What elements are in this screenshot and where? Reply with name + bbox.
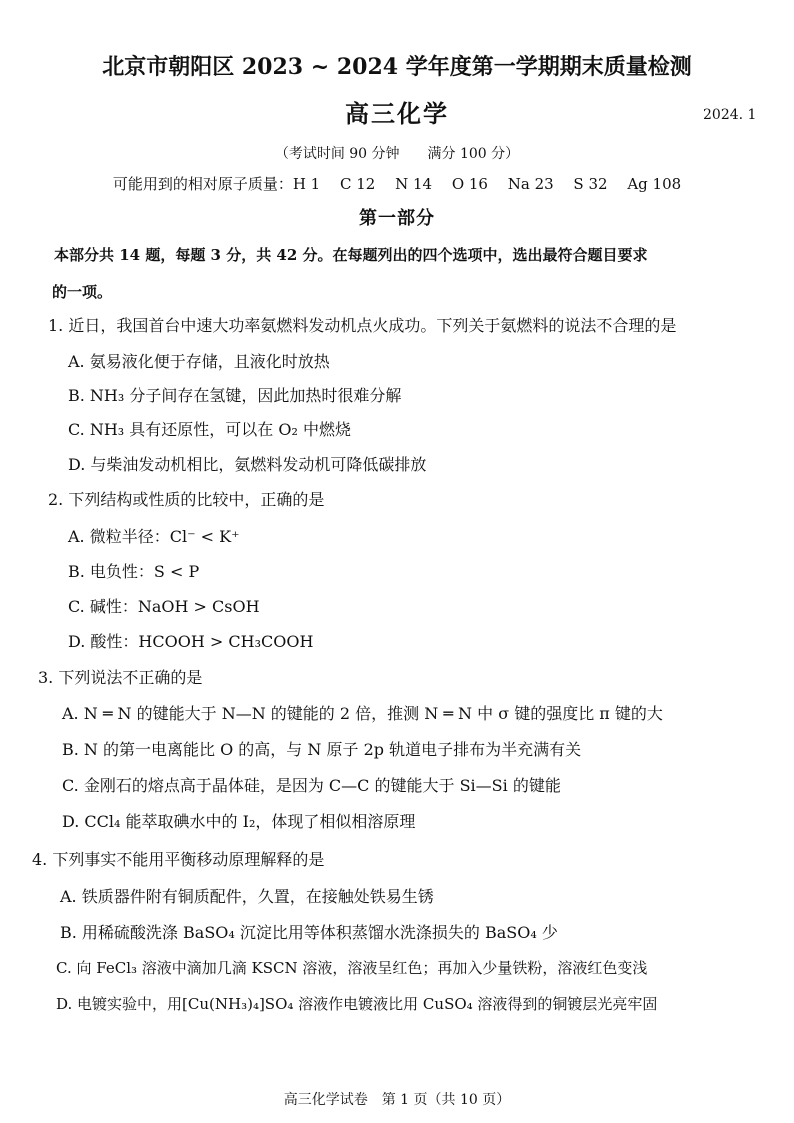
question-4-option-d: D. 电镀实验中，用[Cu(NH₃)₄]SO₄ 溶液作电镀液比用 CuSO₄ 溶液得到的铜镀层光亮牢固 [56, 995, 658, 1013]
question-1-stem: 1. 近日，我国首台中速大功率氨燃料发动机点火成功。下列关于氨燃料的说法不合理的是 [48, 316, 677, 335]
subject-title: 高三化学 [345, 99, 449, 128]
section-instructions-cont: 的一项。 [52, 283, 113, 301]
question-1-option-c: C. NH₃ 具有还原性，可以在 O₂ 中燃烧 [68, 420, 352, 439]
question-4-option-a: A. 铁质器件附有铜质配件，久置，在接触处铁易生锈 [60, 887, 434, 906]
question-3-option-a: A. N ═ N 的键能大于 N—N 的键能的 2 倍，推测 N ═ N 中 σ 键的强度比 π 键的大 [62, 704, 663, 723]
question-1-option-d: D. 与柴油发动机相比，氨燃料发动机可降低碳排放 [68, 455, 427, 474]
question-2-option-b: B. 电负性：S < P [68, 562, 200, 581]
question-4-stem: 4. 下列事实不能用平衡移动原理解释的是 [32, 850, 325, 869]
question-3-option-d: D. CCl₄ 能萃取碘水中的 I₂，体现了相似相溶原理 [62, 812, 416, 831]
exam-duration: （考试时间 90 分钟 满分 100 分） [274, 146, 520, 162]
question-2-option-d: D. 酸性：HCOOH > CH₃COOH [68, 632, 314, 651]
question-3-stem: 3. 下列说法不正确的是 [38, 668, 203, 687]
question-3-option-c: C. 金刚石的熔点高于晶体硅，是因为 C—C 的键能大于 Si—Si 的键能 [62, 776, 561, 795]
atomic-masses: 可能用到的相对原子质量：H 1 C 12 N 14 O 16 Na 23 S 32 Ag 108 [112, 175, 682, 193]
question-4-option-b: B. 用稀硫酸洗涤 BaSO₄ 沉淀比用等体积蒸馏水洗涤损失的 BaSO₄ 少 [60, 923, 558, 942]
question-3-option-b: B. N 的第一电离能比 O 的高，与 N 原子 2p 轨道电子排布为半充满有关 [62, 740, 582, 759]
exam-date: 2024. 1 [703, 107, 757, 123]
question-1-option-b: B. NH₃ 分子间存在氢键，因此加热时很难分解 [68, 386, 402, 405]
question-1-option-a: A. 氨易液化便于存储，且液化时放热 [68, 352, 330, 371]
section-title: 第一部分 [359, 208, 435, 229]
page-footer: 高三化学试卷 第 1 页（共 10 页） [283, 1092, 511, 1108]
exam-title: 北京市朝阳区 2023 ~ 2024 学年度第一学期期末质量检测 [102, 54, 692, 80]
question-2-option-c: C. 碱性：NaOH > CsOH [68, 597, 260, 616]
section-instructions: 本部分共 14 题，每题 3 分，共 42 分。在每题列出的四个选项中，选出最符合题目要求 [54, 246, 648, 264]
question-2-stem: 2. 下列结构或性质的比较中，正确的是 [48, 490, 325, 509]
question-4-option-c: C. 向 FeCl₃ 溶液中滴加几滴 KSCN 溶液，溶液呈红色；再加入少量铁粉，溶液红色变浅 [56, 959, 648, 977]
question-2-option-a: A. 微粒半径：Cl⁻ < K⁺ [68, 527, 240, 546]
